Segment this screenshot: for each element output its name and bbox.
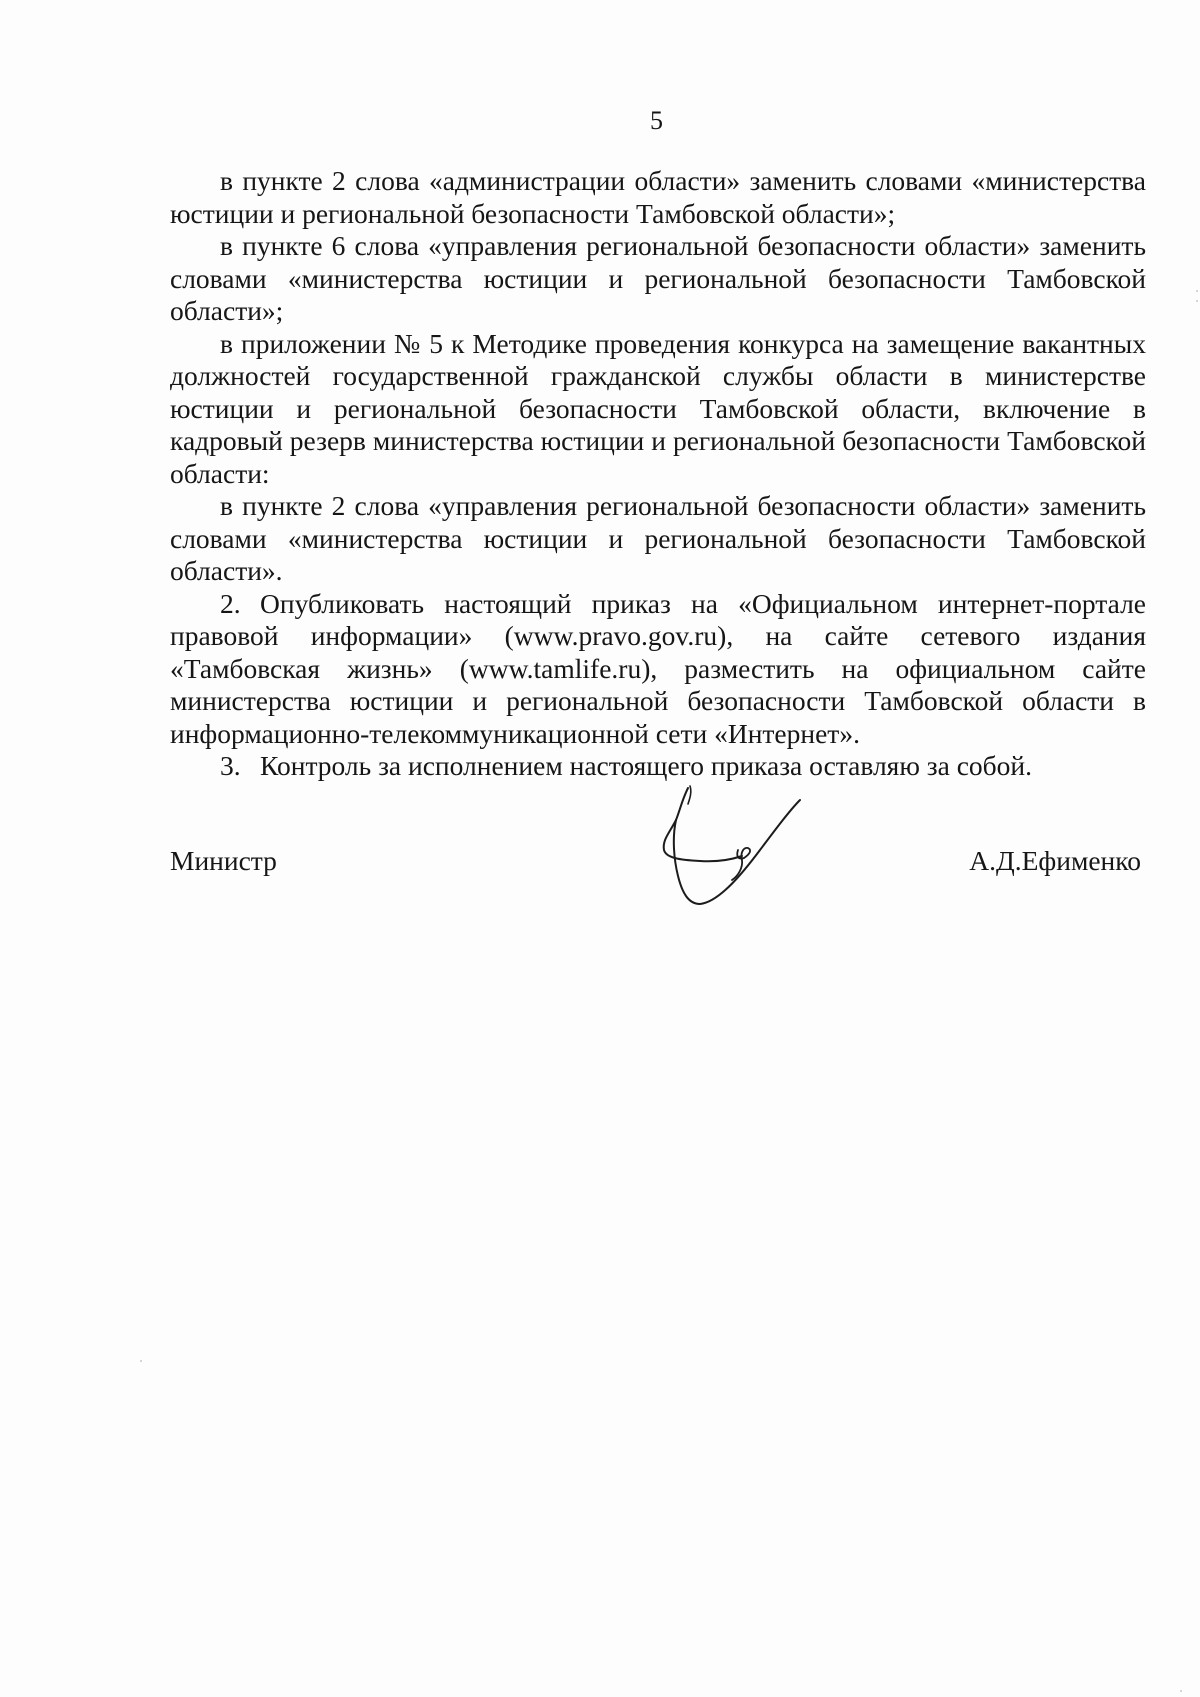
paragraph-number: 3.: [220, 750, 241, 781]
handwritten-signature: [660, 780, 810, 920]
paragraph-item-3: [170, 328, 1146, 491]
paragraph-text: в пункте 2 слова «администрации области» заменить словами «министерства юстиции и региональной безопасности Тамбовской области»;: [170, 165, 1146, 229]
paragraph-text: в пункте 6 слова «управления региональной безопасности области» заменить словами «министерства юстиции и региональной безопасности Тамбовской области»;: [170, 230, 1146, 326]
paragraph-number: 2.: [220, 587, 241, 619]
paragraph-item-1: [170, 165, 1146, 230]
signatory-title: Министр: [170, 845, 277, 876]
scan-speck: [1180, 1690, 1182, 1692]
paragraph-text: Контроль за исполнением настоящего приказа оставляю за собой.: [260, 750, 1032, 781]
paragraph-item-4: [170, 490, 1146, 588]
paragraph-item-2: [170, 230, 1146, 328]
scan-speck: [1196, 290, 1198, 292]
paragraph-text: Опубликовать настоящий приказ на «Официальном интернет-портале правовой информации» (www.pravo.gov.ru), на сайте сетевого издания «Тамбовская жизнь» (www.tamlife.ru), разместить на официальном сайте министерства юстиции и региональной безопасности Тамбовской области в информационно-телекоммуникационной сети «Интернет».: [170, 587, 1146, 749]
page-number: 5: [650, 106, 663, 135]
signatory-name: А.Д.Ефименко: [969, 845, 1141, 876]
numbered-paragraph-2: [170, 588, 1146, 751]
scan-speck: [1196, 300, 1198, 302]
document-body: [170, 165, 1146, 783]
paragraph-text: в пункте 2 слова «управления региональной безопасности области» заменить словами «министерства юстиции и региональной безопасности Тамбовской области».: [170, 490, 1146, 586]
signature-block: [170, 845, 1146, 885]
paragraph-text: в приложении № 5 к Методике проведения конкурса на замещение вакантных должностей государственной гражданской службы области в министерстве юстиции и региональной безопасности Тамбовской области, включение в кадровый резерв министерства юстиции и региональной безопасности Тамбовской области:: [170, 327, 1146, 489]
numbered-paragraph-3: [170, 750, 1146, 783]
scan-speck: [140, 1360, 142, 1362]
